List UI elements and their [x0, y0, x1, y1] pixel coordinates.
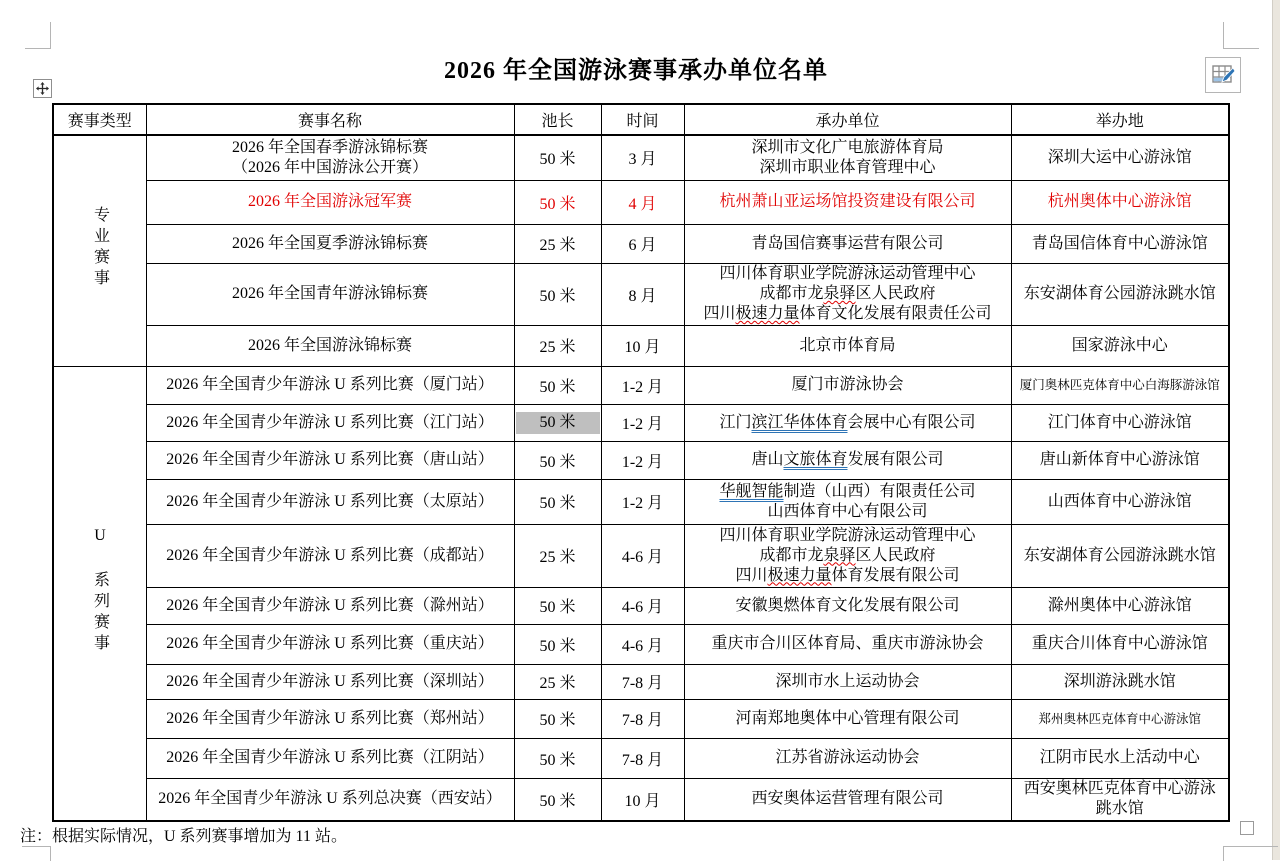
event-name-cell[interactable]: 2026 年全国青少年游泳 U 系列比赛（滁州站）	[146, 587, 514, 624]
highlighted-text[interactable]: 50 米	[516, 412, 600, 434]
pool-length-cell[interactable]: 50 米	[514, 778, 601, 821]
venue-cell[interactable]: 江门体育中心游泳馆	[1011, 404, 1229, 441]
column-header-2[interactable]: 池长	[514, 104, 601, 135]
venue-cell[interactable]: 杭州奥体中心游泳馆	[1011, 180, 1229, 224]
table-row	[53, 224, 1229, 263]
footnote[interactable]: 注：根据实际情况，U 系列赛事增加为 11 站。	[20, 828, 347, 845]
organizer-cell[interactable]: 安徽奥燃体育文化发展有限公司	[684, 587, 1011, 624]
event-name-cell[interactable]: 2026 年全国青少年游泳 U 系列比赛（江阴站）	[146, 738, 514, 778]
time-cell[interactable]: 4-6 月	[601, 624, 684, 664]
organizer-cell[interactable]: 江门滨江华体体育会展中心有限公司	[684, 404, 1011, 441]
pool-length-cell[interactable]: 25 米	[514, 524, 601, 587]
table-row	[53, 524, 1229, 587]
pool-length-cell[interactable]: 50 米	[514, 699, 601, 738]
time-cell[interactable]: 10 月	[601, 325, 684, 366]
table-row	[53, 778, 1229, 821]
event-name-cell[interactable]: 2026 年全国夏季游泳锦标赛	[146, 224, 514, 263]
margin-crop-mark	[1223, 22, 1259, 49]
event-name-cell[interactable]: 2026 年全国青少年游泳 U 系列比赛（深圳站）	[146, 664, 514, 699]
pool-length-cell[interactable]: 50 米	[514, 366, 601, 404]
time-cell[interactable]: 7-8 月	[601, 738, 684, 778]
organizer-cell[interactable]: 青岛国信赛事运营有限公司	[684, 224, 1011, 263]
table-resize-handle[interactable]	[1240, 821, 1254, 835]
table-row	[53, 664, 1229, 699]
pool-length-cell[interactable]: 50 米	[514, 263, 601, 325]
venue-cell[interactable]: 东安湖体育公园游泳跳水馆	[1011, 263, 1229, 325]
column-header-5[interactable]: 举办地	[1011, 104, 1229, 135]
event-type-cell[interactable]: 专业赛事	[53, 135, 146, 366]
time-cell[interactable]: 7-8 月	[601, 664, 684, 699]
organizer-cell[interactable]: 杭州萧山亚运场馆投资建设有限公司	[684, 180, 1011, 224]
event-name-cell[interactable]: 2026 年全国青年游泳锦标赛	[146, 263, 514, 325]
time-cell[interactable]: 6 月	[601, 224, 684, 263]
organizer-cell[interactable]: 唐山文旅体育发展有限公司	[684, 441, 1011, 479]
time-cell[interactable]: 4-6 月	[601, 587, 684, 624]
event-name-cell[interactable]: 2026 年全国青少年游泳 U 系列比赛（重庆站）	[146, 624, 514, 664]
organizer-cell[interactable]: 江苏省游泳运动协会	[684, 738, 1011, 778]
time-cell[interactable]: 1-2 月	[601, 404, 684, 441]
table-row	[53, 135, 1229, 180]
venue-cell[interactable]: 深圳游泳跳水馆	[1011, 664, 1229, 699]
event-name-cell[interactable]: 2026 年全国青少年游泳 U 系列比赛（太原站）	[146, 479, 514, 524]
time-cell[interactable]: 1-2 月	[601, 479, 684, 524]
table-row	[53, 479, 1229, 524]
pool-length-cell[interactable]: 50 米	[514, 624, 601, 664]
organizer-cell[interactable]: 四川体育职业学院游泳运动管理中心 成都市龙泉驿区人民政府 四川极速力量体育文化发展有限责任公司	[684, 263, 1011, 325]
column-header-3[interactable]: 时间	[601, 104, 684, 135]
time-cell[interactable]: 1-2 月	[601, 441, 684, 479]
organizer-cell[interactable]: 西安奥体运营管理有限公司	[684, 778, 1011, 821]
column-header-4[interactable]: 承办单位	[684, 104, 1011, 135]
event-name-cell[interactable]: 2026 年全国青少年游泳 U 系列比赛（唐山站）	[146, 441, 514, 479]
venue-cell[interactable]: 国家游泳中心	[1011, 325, 1229, 366]
pool-length-cell[interactable]: 25 米	[514, 224, 601, 263]
table-row	[53, 180, 1229, 224]
time-cell[interactable]: 4-6 月	[601, 524, 684, 587]
table-row	[53, 699, 1229, 738]
venue-cell[interactable]: 滁州奥体中心游泳馆	[1011, 587, 1229, 624]
venue-cell[interactable]: 郑州奥林匹克体育中心游泳馆	[1011, 699, 1229, 738]
event-name-cell[interactable]: 2026 年全国春季游泳锦标赛 （2026 年中国游泳公开赛）	[146, 135, 514, 180]
pool-length-cell[interactable]: 50 米	[514, 738, 601, 778]
time-cell[interactable]: 10 月	[601, 778, 684, 821]
time-cell[interactable]: 4 月	[601, 180, 684, 224]
pool-length-cell[interactable]: 25 米	[514, 664, 601, 699]
venue-cell[interactable]: 重庆合川体育中心游泳馆	[1011, 624, 1229, 664]
organizer-cell[interactable]: 深圳市文化广电旅游体育局 深圳市职业体育管理中心	[684, 135, 1011, 180]
table-row	[53, 325, 1229, 366]
table-row	[53, 738, 1229, 778]
event-name-cell[interactable]: 2026 年全国游泳锦标赛	[146, 325, 514, 366]
table-row	[53, 366, 1229, 404]
event-name-cell[interactable]: 2026 年全国青少年游泳 U 系列总决赛（西安站）	[146, 778, 514, 821]
organizer-cell[interactable]: 厦门市游泳协会	[684, 366, 1011, 404]
time-cell[interactable]: 8 月	[601, 263, 684, 325]
margin-crop-mark	[1223, 846, 1278, 861]
table-row	[53, 441, 1229, 479]
event-name-cell[interactable]: 2026 年全国青少年游泳 U 系列比赛（江门站）	[146, 404, 514, 441]
time-cell[interactable]: 3 月	[601, 135, 684, 180]
page-title[interactable]: 2026 年全国游泳赛事承办单位名单	[444, 58, 828, 84]
table-row	[53, 404, 1229, 441]
venue-cell[interactable]: 深圳大运中心游泳馆	[1011, 135, 1229, 180]
event-name-cell[interactable]: 2026 年全国青少年游泳 U 系列比赛（成都站）	[146, 524, 514, 587]
column-header-0[interactable]: 赛事类型	[53, 104, 146, 135]
table-row	[53, 587, 1229, 624]
organizer-cell[interactable]: 深圳市水上运动协会	[684, 664, 1011, 699]
venue-cell[interactable]: 唐山新体育中心游泳馆	[1011, 441, 1229, 479]
pool-length-cell[interactable]: 25 米	[514, 325, 601, 366]
header-row	[53, 104, 1229, 135]
pool-length-cell[interactable]: 50 米	[514, 441, 601, 479]
pool-length-cell[interactable]: 50 米	[514, 587, 601, 624]
pool-length-cell[interactable]: 50 米	[514, 135, 601, 180]
organizer-cell[interactable]: 四川体育职业学院游泳运动管理中心 成都市龙泉驿区人民政府 四川极速力量体育发展有限公司	[684, 524, 1011, 587]
organizer-cell[interactable]: 华舰智能制造（山西）有限责任公司 山西体育中心有限公司	[684, 479, 1011, 524]
pool-length-cell[interactable]: 50 米	[514, 180, 601, 224]
venue-cell[interactable]: 厦门奥林匹克体育中心白海豚游泳馆	[1011, 366, 1229, 404]
event-name-cell[interactable]: 2026 年全国游泳冠军赛	[146, 180, 514, 224]
time-cell[interactable]: 1-2 月	[601, 366, 684, 404]
organizer-cell[interactable]: 河南郑地奥体中心管理有限公司	[684, 699, 1011, 738]
table-row	[53, 624, 1229, 664]
venue-cell[interactable]: 江阴市民水上活动中心	[1011, 738, 1229, 778]
organizer-cell[interactable]: 北京市体育局	[684, 325, 1011, 366]
event-type-cell[interactable]: U 系列赛事	[53, 366, 146, 821]
column-header-1[interactable]: 赛事名称	[146, 104, 514, 135]
event-name-cell[interactable]: 2026 年全国青少年游泳 U 系列比赛（郑州站）	[146, 699, 514, 738]
venue-cell[interactable]: 西安奥林匹克体育中心游泳 跳水馆	[1011, 778, 1229, 821]
margin-crop-mark	[25, 22, 51, 49]
pool-length-cell[interactable]: 50 米	[514, 479, 601, 524]
venue-cell[interactable]: 东安湖体育公园游泳跳水馆	[1011, 524, 1229, 587]
time-cell[interactable]: 7-8 月	[601, 699, 684, 738]
venue-cell[interactable]: 山西体育中心游泳馆	[1011, 479, 1229, 524]
event-name-cell[interactable]: 2026 年全国青少年游泳 U 系列比赛（厦门站）	[146, 366, 514, 404]
organizer-cell[interactable]: 重庆市合川区体育局、重庆市游泳协会	[684, 624, 1011, 664]
page-edge-strip	[1272, 0, 1280, 860]
pool-length-cell[interactable]	[514, 404, 601, 441]
table-row	[53, 263, 1229, 325]
margin-crop-mark	[22, 846, 51, 861]
venue-cell[interactable]: 青岛国信体育中心游泳馆	[1011, 224, 1229, 263]
events-table	[52, 103, 1230, 822]
